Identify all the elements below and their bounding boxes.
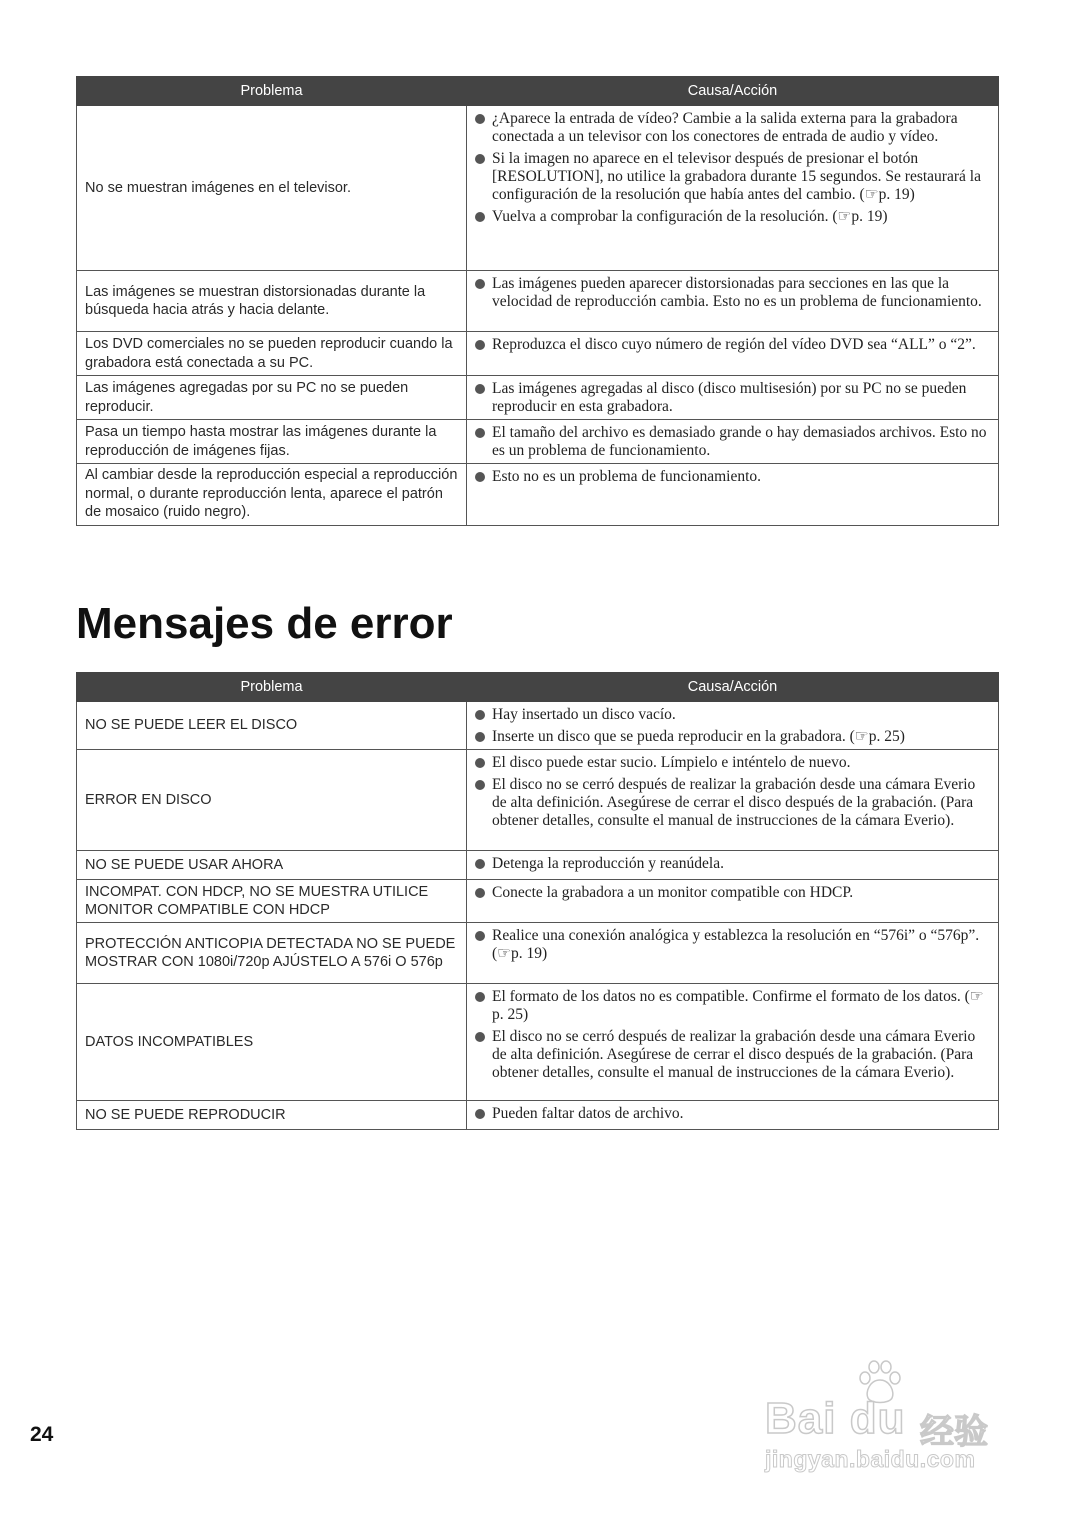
header-cause-action: Causa/Acción	[467, 673, 999, 702]
table-row	[77, 332, 999, 376]
action-item: Pueden faltar datos de archivo.	[475, 1105, 990, 1123]
table-row	[77, 750, 999, 851]
action-cell	[467, 984, 999, 1101]
bullet-icon	[475, 279, 485, 289]
problem-cell: INCOMPAT. CON HDCP, NO SE MUESTRA UTILICE MONITOR COMPATIBLE CON HDCP	[77, 880, 467, 923]
problem-cell: PROTECCIÓN ANTICOPIA DETECTADA NO SE PUEDE MOSTRAR CON 1080i/720p AJÚSTELO A 576i O 576p	[77, 923, 467, 984]
action-item: El disco puede estar sucio. Límpielo e inténtelo de nuevo.	[475, 754, 990, 772]
table-row	[77, 420, 999, 464]
problem-cell: ERROR EN DISCO	[77, 750, 467, 851]
table-row	[77, 464, 999, 526]
action-cell	[467, 750, 999, 851]
bullet-icon	[475, 859, 485, 869]
action-item: Esto no es un problema de funcionamiento.	[475, 468, 990, 486]
header-problem: Problema	[77, 673, 467, 702]
problem-cell: DATOS INCOMPATIBLES	[77, 984, 467, 1101]
action-item: Reproduzca el disco cuyo número de región del vídeo DVD sea “ALL” o “2”.	[475, 336, 990, 354]
action-cell	[467, 332, 999, 376]
table-row	[77, 271, 999, 332]
watermark-url: jingyan.baidu.com	[765, 1446, 976, 1472]
problem-cell: Los DVD comerciales no se pueden reproducir cuando la grabadora está conectada a su PC.	[77, 332, 467, 376]
problem-cell: NO SE PUEDE USAR AHORA	[77, 851, 467, 880]
table-row	[77, 923, 999, 984]
action-item: El tamaño del archivo es demasiado grande o hay demasiados archivos. Esto no es un problema de funcionamiento.	[475, 424, 990, 460]
action-cell	[467, 271, 999, 332]
action-cell	[467, 880, 999, 923]
troubleshooting-table	[76, 76, 999, 526]
error-messages-table	[76, 672, 999, 1130]
action-cell	[467, 1101, 999, 1130]
page-number: 24	[30, 1423, 54, 1446]
table-row	[77, 880, 999, 923]
problem-cell: NO SE PUEDE LEER EL DISCO	[77, 702, 467, 750]
problem-cell: Pasa un tiempo hasta mostrar las imágenes durante la reproducción de imágenes fijas.	[77, 420, 467, 464]
problem-cell: Las imágenes agregadas por su PC no se pueden reproducir.	[77, 376, 467, 420]
action-item: Detenga la reproducción y reanúdela.	[475, 855, 990, 873]
bullet-icon	[475, 1109, 485, 1119]
bullet-icon	[475, 732, 485, 742]
header-cause-action: Causa/Acción	[467, 77, 999, 106]
action-item: Vuelva a comprobar la configuración de la resolución. (☞p. 19)	[475, 208, 990, 226]
bullet-icon	[475, 931, 485, 941]
bullet-icon	[475, 212, 485, 222]
problem-cell: NO SE PUEDE REPRODUCIR	[77, 1101, 467, 1130]
action-item: Hay insertado un disco vacío.	[475, 706, 990, 724]
action-item: Las imágenes agregadas al disco (disco multisesión) por su PC no se pueden reproducir en esta grabadora.	[475, 380, 990, 416]
header-problem: Problema	[77, 77, 467, 106]
action-item: Si la imagen no aparece en el televisor después de presionar el botón [RESOLUTION], no utilice la grabadora durante 15 segundos. Se restaurará la configuración de la resolución que había antes del cambio. (☞p. 19)	[475, 150, 990, 204]
action-cell	[467, 376, 999, 420]
bullet-icon	[475, 992, 485, 1002]
action-item: El formato de los datos no es compatible. Confirme el formato de los datos. (☞p. 25)	[475, 988, 990, 1024]
action-item: El disco no se cerró después de realizar la grabación desde una cámara Everio de alta definición. Asegúrese de cerrar el disco después de la grabación. (Para obtener detalles, consulte el manual de instrucciones de la cámara Everio).	[475, 1028, 990, 1082]
bullet-icon	[475, 340, 485, 350]
bullet-icon	[475, 758, 485, 768]
section-title: Mensajes de error	[76, 599, 453, 648]
table-header-row	[77, 77, 999, 106]
action-cell	[467, 420, 999, 464]
bullet-icon	[475, 710, 485, 720]
bullet-icon	[475, 780, 485, 790]
table-row	[77, 851, 999, 880]
table-row	[77, 106, 999, 271]
bullet-icon	[475, 154, 485, 164]
table-header-row	[77, 673, 999, 702]
action-cell	[467, 464, 999, 526]
action-cell	[467, 923, 999, 984]
action-cell	[467, 106, 999, 271]
action-item: ¿Aparece la entrada de vídeo? Cambie a la salida externa para la grabadora conectada a un televisor con los conectores de entrada de audio y vídeo.	[475, 110, 990, 146]
bullet-icon	[475, 888, 485, 898]
problem-cell: Las imágenes se muestran distorsionadas durante la búsqueda hacia atrás y hacia delante.	[77, 271, 467, 332]
action-cell	[467, 851, 999, 880]
bullet-icon	[475, 1032, 485, 1042]
action-item: Conecte la grabadora a un monitor compatible con HDCP.	[475, 884, 990, 902]
watermark	[760, 1358, 1020, 1478]
bullet-icon	[475, 114, 485, 124]
problem-cell: No se muestran imágenes en el televisor.	[77, 106, 467, 271]
action-cell	[467, 702, 999, 750]
table-row	[77, 1101, 999, 1130]
watermark-brand: Bai du	[765, 1394, 906, 1443]
table-row	[77, 984, 999, 1101]
action-item: Inserte un disco que se pueda reproducir en la grabadora. (☞p. 25)	[475, 728, 990, 746]
action-item: Realice una conexión analógica y establezca la resolución en “576i” o “576p”. (☞p. 19)	[475, 927, 990, 963]
table-row	[77, 376, 999, 420]
bullet-icon	[475, 428, 485, 438]
bullet-icon	[475, 472, 485, 482]
action-item: Las imágenes pueden aparecer distorsionadas para secciones en las que la velocidad de reproducción cambia. Esto no es un problema de funcionamiento.	[475, 275, 990, 311]
action-item: El disco no se cerró después de realizar la grabación desde una cámara Everio de alta definición. Asegúrese de cerrar el disco después de la grabación. (Para obtener detalles, consulte el manual de instrucciones de la cámara Everio).	[475, 776, 990, 830]
problem-cell: Al cambiar desde la reproducción especial a reproducción normal, o durante reproducción lenta, aparece el patrón de mosaico (ruido negro).	[77, 464, 467, 526]
table-row	[77, 702, 999, 750]
watermark-brand-cn: 经验	[920, 1413, 988, 1451]
bullet-icon	[475, 384, 485, 394]
